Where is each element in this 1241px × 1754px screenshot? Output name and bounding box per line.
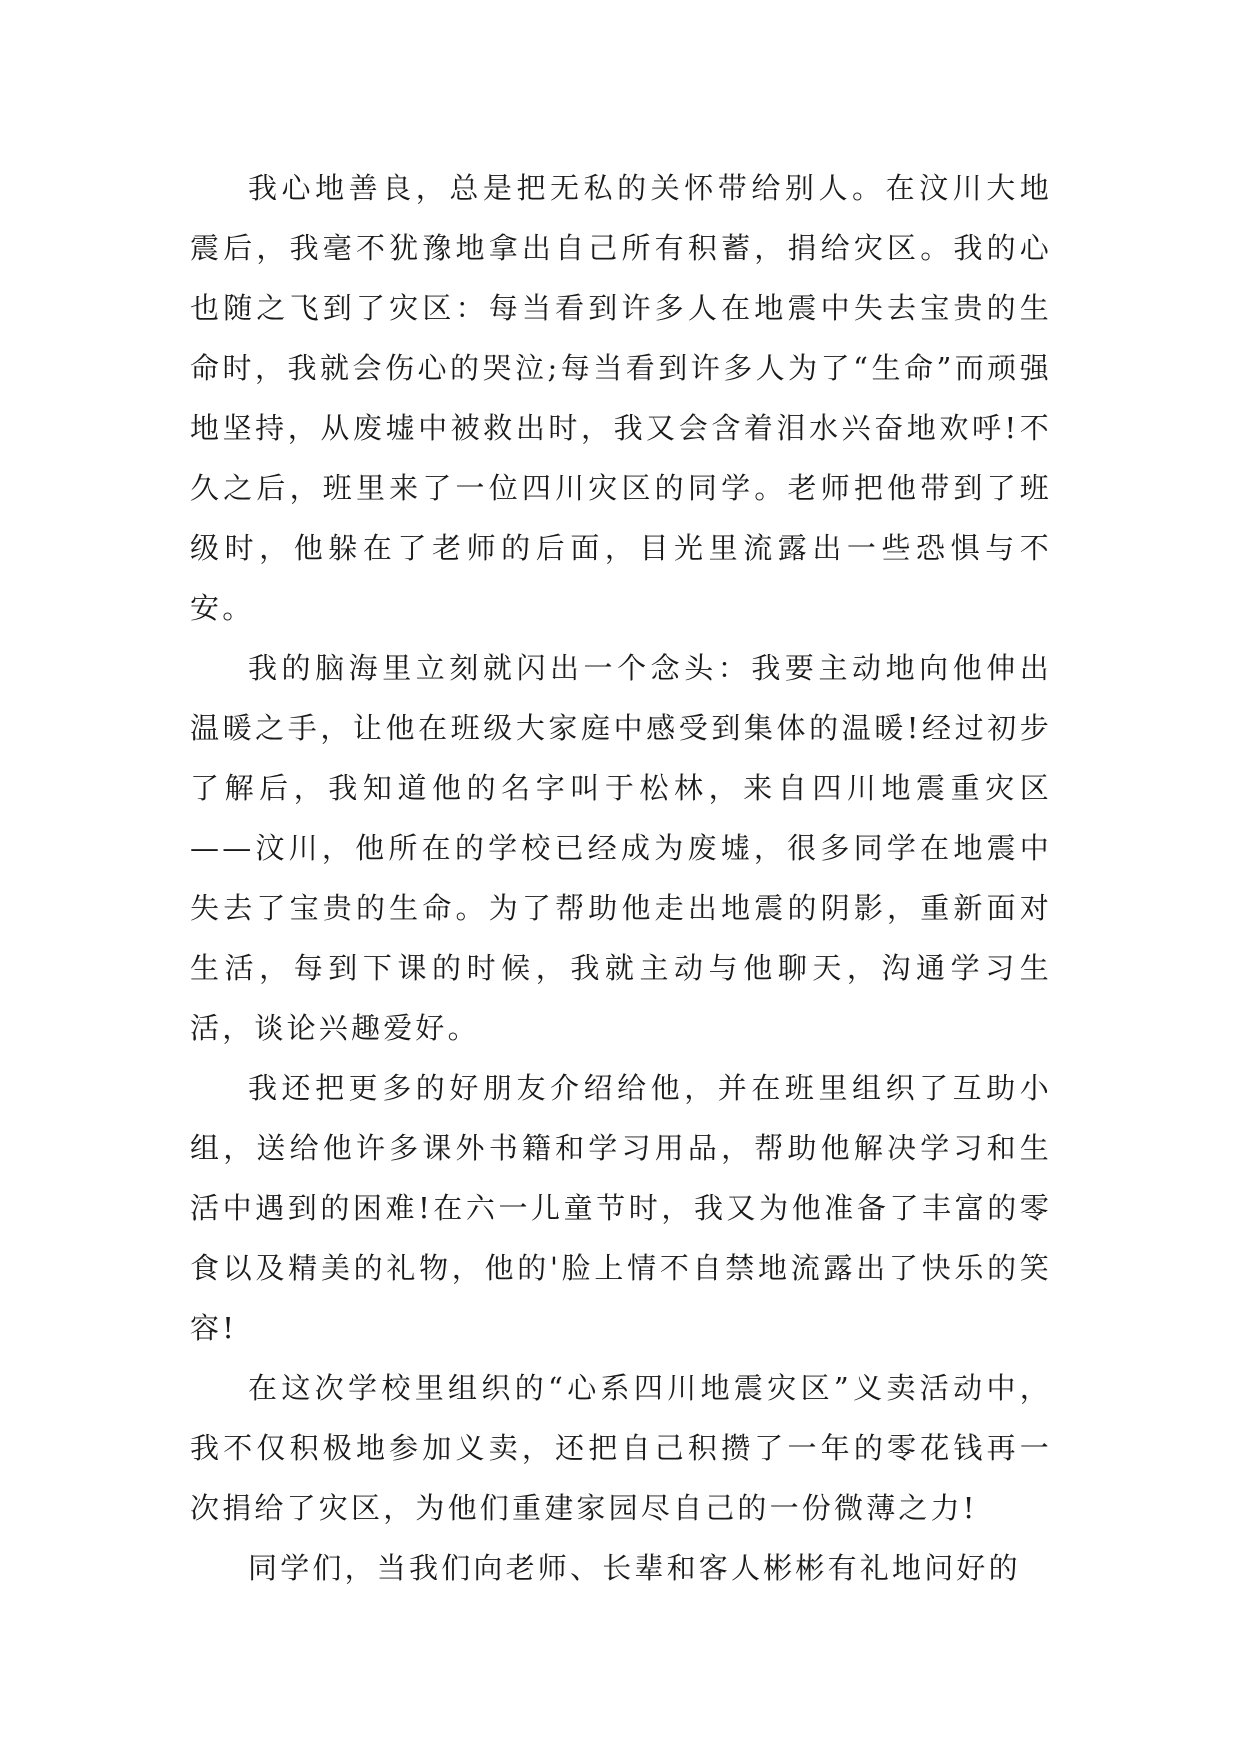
paragraph-closing: 同学们，当我们向老师、长辈和客人彬彬有礼地问好的 (248, 1551, 1021, 1585)
document-body (190, 158, 1052, 1598)
paragraph-charity-sale: 在这次学校里组织的“心系四川地震灾区”义卖活动中，我不仅积极地参加义卖，还把自己积攒了一年的零花钱再一次捐给了灾区，为他们重建家园尽自己的一份微薄之力! (190, 1371, 1052, 1525)
paragraph-helping-group: 我还把更多的好朋友介绍给他，并在班里组织了互助小组，送给他许多课外书籍和学习用品，帮助他解决学习和生活中遇到的困难!在六一儿童节时，我又为他准备了丰富的零食以及精美的礼物，他的'脸上情不自禁地流露出了快乐的笑容! (190, 1071, 1052, 1345)
paragraph-donation: 我心地善良，总是把无私的关怀带给别人。在汶川大地震后，我毫不犹豫地拿出自己所有积蓄，捐给灾区。我的心也随之飞到了灾区：每当看到许多人在地震中失去宝贵的生命时，我就会伤心的哭泣;每当看到许多人为了“生命”而顽强地坚持，从废墟中被救出时，我又会含着泪水兴奋地欢呼!不久之后，班里来了一位四川灾区的同学。老师把他带到了班级时，他躲在了老师的后面，目光里流露出一些恐惧与不安。 (190, 171, 1052, 625)
paragraph-new-classmate: 我的脑海里立刻就闪出一个念头：我要主动地向他伸出温暖之手，让他在班级大家庭中感受到集体的温暖!经过初步了解后，我知道他的名字叫于松林，来自四川地震重灾区——汶川，他所在的学校已经成为废墟，很多同学在地震中失去了宝贵的生命。为了帮助他走出地震的阴影，重新面对生活，每到下课的时候，我就主动与他聊天，沟通学习生活，谈论兴趣爱好。 (190, 651, 1052, 1045)
